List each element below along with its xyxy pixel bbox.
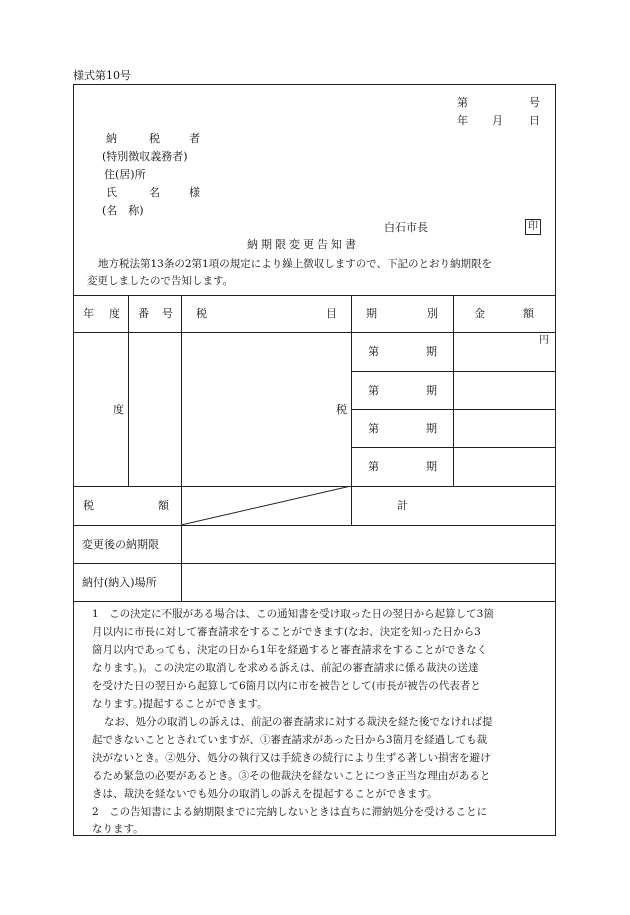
period-1-dai: 第 <box>368 345 379 358</box>
note-1-line-4: なります。)。この決定の取消しを求める訴えは、前記の審査請求に係る裁決の送達 <box>92 662 479 674</box>
note-1-line-10: るため緊急の必要があるとき。③その他裁決を経ないことにつき正当な理由があると <box>92 770 491 782</box>
new-deadline-rule <box>73 563 556 564</box>
header-number-char-2: 号 <box>162 307 173 320</box>
address-label: 住(居)所 <box>104 168 146 181</box>
corporate-name-label: (名 称) <box>102 204 144 217</box>
taxpayer-char-2: 税 <box>149 132 160 145</box>
period-2-ki: 期 <box>426 384 437 397</box>
payment-place-label: 納付(納入)場所 <box>82 576 157 589</box>
taxpayer-char-1: 納 <box>106 132 117 145</box>
form-number: 様式第10号 <box>73 69 131 82</box>
tax-amount-label-char-1: 税 <box>83 499 94 512</box>
header-amount <box>474 308 534 319</box>
note-1-line-2: 月以内に市長に対して審査請求をすることができます(なお、決定を知った日から3 <box>92 626 481 638</box>
yen-unit: 円 <box>539 335 549 346</box>
period-4-ki: 期 <box>426 460 437 473</box>
header-fiscal-year-char-2: 度 <box>109 307 120 320</box>
tax-amount-rule <box>73 525 556 526</box>
number-label-dai: 第 <box>457 96 468 109</box>
note-2-line-1-text: 2 この告知書による納期限までに完納しないときは直ちに滞納処分を受けることに <box>92 806 488 818</box>
col-rule-year <box>128 295 129 486</box>
header-amount-char-2: 額 <box>523 307 534 320</box>
header-amount-char-1: 金 <box>474 307 485 320</box>
header-number <box>138 308 173 319</box>
note-2-line-2: なります。 <box>92 823 144 835</box>
note-1-line-9: 決がないとき。②処分、処分の執行又は手続きの続行により生ずる著しい損害を避け <box>92 752 491 764</box>
name-char-3: 様 <box>189 186 200 199</box>
note-1-line-7: なお、処分の取消しの訴えは、前記の審査請求に対する裁決を経た後でなければ提 <box>104 716 493 728</box>
header-fiscal-year-char-1: 年 <box>83 307 94 320</box>
tax-amount-label <box>83 500 169 511</box>
number-label-gou: 号 <box>529 96 540 109</box>
payment-place-rule <box>73 601 556 602</box>
header-number-char-1: 番 <box>138 307 149 320</box>
table-top-rule <box>73 295 556 296</box>
col-rule-number <box>181 295 182 601</box>
special-collector-label: (特別徴収義務者) <box>102 150 188 163</box>
col-rule-tax <box>351 295 352 525</box>
intro-line-1: 地方税法第13条の2第1項の規定により繰上徴収しますので、下記のとおり納期限を <box>98 258 493 270</box>
date-month: 月 <box>492 114 503 127</box>
header-period <box>366 308 438 319</box>
header-period-char-1: 期 <box>366 307 377 320</box>
col-rule-period <box>453 295 454 486</box>
date-year: 年 <box>457 114 468 127</box>
total-label: 計 <box>397 499 408 512</box>
period-1-ki: 期 <box>426 345 437 358</box>
note-1-line-6: なります。)提起することができます。 <box>92 698 268 710</box>
header-fiscal-year <box>83 308 120 319</box>
new-deadline-label: 変更後の納期限 <box>82 538 159 551</box>
year-suffix: 度 <box>113 403 124 416</box>
date-day: 日 <box>529 114 540 127</box>
note-1-line-1: 1 この決定に不服がある場合は、この通知書を受け取った日の翌日から起算して3箇 <box>92 608 494 620</box>
tax-amount-label-char-2: 額 <box>158 499 169 512</box>
header-tax-item <box>196 308 337 319</box>
tax-amount-diagonal <box>181 486 351 525</box>
issuer: 白石市長 <box>384 221 428 234</box>
note-1-line-8: 起できないこととされていますが、①審査請求があった日から3箇月を経過しても裁 <box>92 734 488 746</box>
document-title: 納期限変更告知書 <box>247 238 359 251</box>
note-1-line-3: 箇月以内であっても、決定の日から1年を経過すると審査請求をすることができなく <box>92 644 488 656</box>
note-1-line-5: を受けた日の翌日から起算して6箇月以内に市を被告として(市長が被告の代表者と <box>92 680 481 692</box>
header-tax-item-char-2: 目 <box>326 307 337 320</box>
header-tax-item-char-1: 税 <box>196 307 207 320</box>
period-2-dai: 第 <box>368 384 379 397</box>
intro-line-2: 変更しましたので告知します。 <box>87 275 234 287</box>
taxpayer-char-3: 者 <box>189 132 200 145</box>
name-char-1: 氏 <box>106 186 117 199</box>
seal-mark: 印 <box>525 219 541 235</box>
name-char-2: 名 <box>149 186 160 199</box>
header-period-char-2: 別 <box>427 307 438 320</box>
tax-suffix: 税 <box>336 403 347 416</box>
period-4-dai: 第 <box>368 460 379 473</box>
period-3-dai: 第 <box>368 422 379 435</box>
table-header-rule <box>73 332 556 333</box>
period-3-ki: 期 <box>426 422 437 435</box>
note-1-line-11: きは、裁決を経ないでも処分の取消しの訴えを提起することができます。 <box>92 788 438 800</box>
